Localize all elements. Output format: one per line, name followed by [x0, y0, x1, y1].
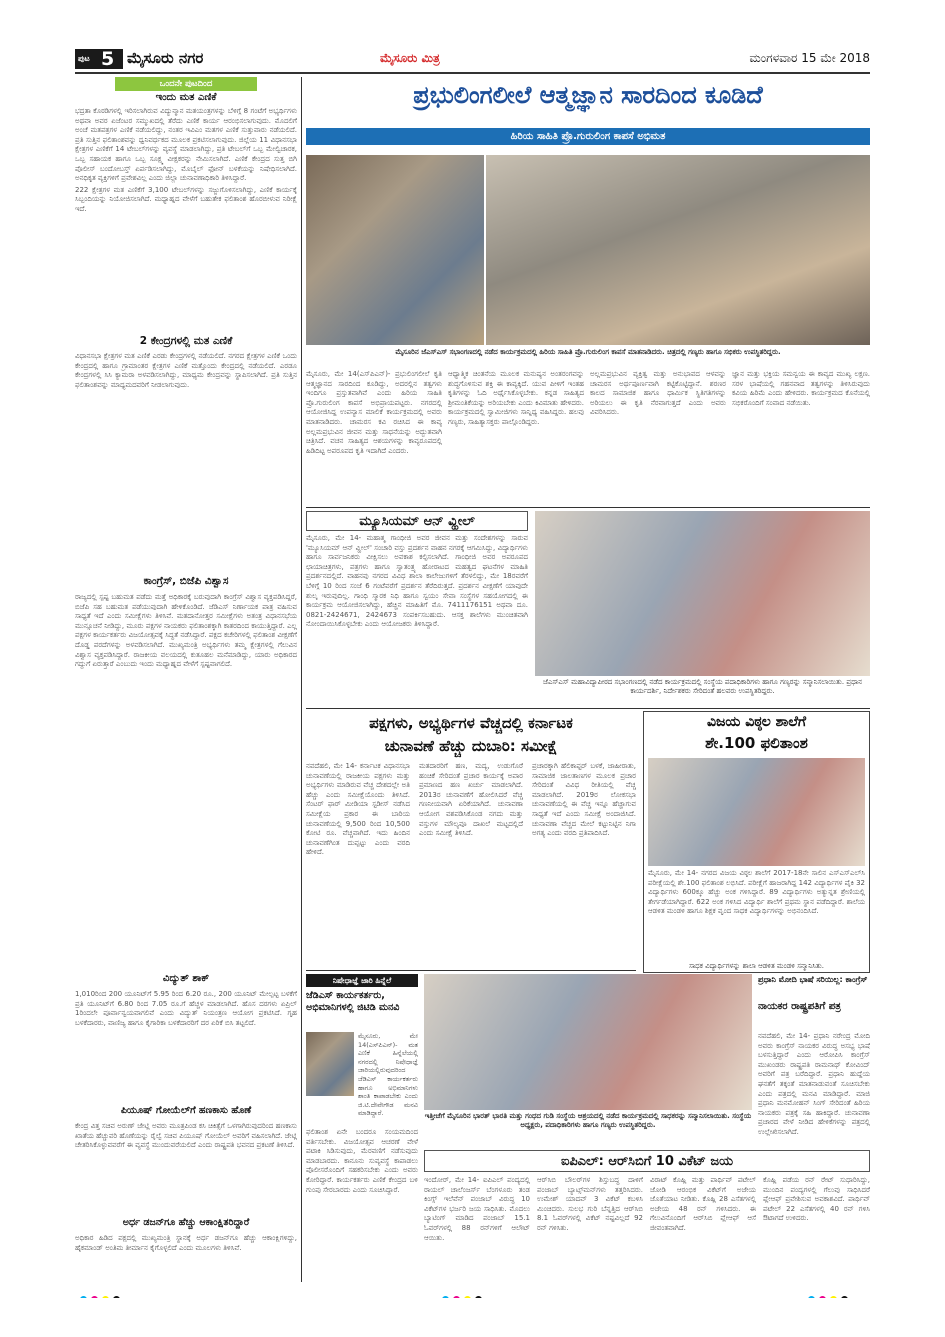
group-photo-caption: ಇತ್ತೀಚೆಗೆ ಮೈಸೂರಿನ ಭಾರತ್ ಭಾರತಿ ಮತ್ತು ಗಂಧದ ಗುಡಿ ಸಂಸ್ಥೆಯ ಆಶ್ರಯದಲ್ಲಿ ನಡೆದ ಕಾರ್ಯಕ್ರಮದಲ್ಲಿ ಸಾಧಕರನ್ನು ಸನ್ಮಾನಿಸಲಾಯಿತು. ಸಂಸ್ಥೆಯ ಅಧ್ಯಕ್ಷರು, ಪದಾಧಿಕಾರಿಗಳು ಹಾಗೂ ಗಣ್ಯರು ಉಪಸ್ಥಿತರಿದ್ದರು. — [424, 1112, 752, 1129]
museum-body: ಮೈಸೂರು, ಮೇ 14- ಮಹಾತ್ಮ ಗಾಂಧೀಜಿ ಅವರ ಜೀವನ ಮತ್ತು ಸಂದೇಶಗಳನ್ನು ಸಾರುವ 'ಮ್ಯೂಸಿಯಮ್ ಆನ್ ವ್ಹೀಲ್' ಸಂಚಾರಿ ವಸ್ತು ಪ್ರದರ್ಶನ ವಾಹನ ನಗರಕ್ಕೆ ಆಗಮಿಸಿದ್ದು, ವಿದ್ಯಾರ್ಥಿಗಳು ಹಾಗೂ ಸಾರ್ವಜನಿಕರು ವೀಕ್ಷಿಸಲು ಅವಕಾಶ ಕಲ್ಪಿಸಲಾಗಿದೆ. ಗಾಂಧೀಜಿ ಅವರ ಅಪರೂಪದ ಛಾಯಾಚಿತ್ರಗಳು, ಪತ್ರಗಳು ಹಾಗೂ ಸ್ವಾತಂತ್ರ್ಯ ಹೋರಾಟದ ಮಹತ್ವದ ಘಟನೆಗಳ ಮಾಹಿತಿ ಪ್ರದರ್ಶನದಲ್ಲಿದೆ. ವಾಹನವು ನಗರದ ವಿವಿಧ ಶಾಲಾ ಕಾಲೇಜುಗಳಿಗೆ ತೆರಳಲಿದ್ದು, ಮೇ 18ರವರೆಗೆ ಬೆಳಿಗ್ಗೆ 10 ರಿಂದ ಸಂಜೆ 6 ಗಂಟೆವರೆಗೆ ಪ್ರದರ್ಶನ ತೆರೆದಿರುತ್ತದೆ. ಪ್ರದರ್ಶನ ವೀಕ್ಷಣೆಗೆ ಯಾವುದೇ ಶುಲ್ಕ ಇರುವುದಿಲ್ಲ. ಗಾಂಧಿ ಸ್ಮಾರಕ ನಿಧಿ ಹಾಗೂ ಸ್ವಯಂ ಸೇವಾ ಸಂಸ್ಥೆಗಳ ಸಹಯೋಗದಲ್ಲಿ ಈ ಕಾರ್ಯಕ್ರಮ ಆಯೋಜಿಸಲಾಗಿದ್ದು, ಹೆಚ್ಚಿನ ಮಾಹಿತಿಗೆ ಮೊ. 7411176151 ಅಥವಾ ದೂ. 0821-2424671, 2424673 ಸಂಪರ್ಕಿಸಬಹುದು. ಆಸಕ್ತ ಶಾಲೆಗಳು ಮುಂಚಿತವಾಗಿ ನೋಂದಾಯಿಸಿಕೊಳ್ಳಬೇಕು ಎಂದು ಆಯೋಜಕರು ತಿಳಿಸಿದ್ದಾರೆ. — [306, 534, 528, 629]
ipl-headline: ಐಪಿಎಲ್: ಆರ್‌ಸಿಬಿಗೆ 10 ವಿಕೆಟ್ ಜಯ — [424, 1150, 870, 1172]
speaker-photo — [306, 155, 484, 345]
school-body: ಮೈಸೂರು, ಮೇ 14- ನಗರದ ವಿಜಯ ವಿಠ್ಠಲ ಶಾಲೆಗೆ 2017-18ನೇ ಸಾಲಿನ ಎಸ್‌ಎಸ್‌ಎಲ್‌ಸಿ ಪರೀಕ್ಷೆಯಲ್ಲಿ ಶೇ.100 ಫಲಿತಾಂಶ ಲಭಿಸಿದೆ. ಪರೀಕ್ಷೆಗೆ ಹಾಜರಾಗಿದ್ದ 142 ವಿದ್ಯಾರ್ಥಿಗಳ ಪೈಕಿ 32 ವಿದ್ಯಾರ್ಥಿಗಳು 600ಕ್ಕೂ ಹೆಚ್ಚು ಅಂಕ ಗಳಿಸಿದ್ದಾರೆ. 89 ವಿದ್ಯಾರ್ಥಿಗಳು ಅತ್ಯುನ್ನತ ಶ್ರೇಣಿಯಲ್ಲಿ ತೇರ್ಗಡೆಯಾಗಿದ್ದಾರೆ. 622 ಅಂಕ ಗಳಿಸಿದ ವಿದ್ಯಾರ್ಥಿ ಶಾಲೆಗೆ ಪ್ರಥಮ ಸ್ಥಾನ ಪಡೆದಿದ್ದಾರೆ. ಶಾಲೆಯ ಆಡಳಿತ ಮಂಡಳಿ ಹಾಗೂ ಶಿಕ್ಷಕ ವೃಂದ ಸಾಧಕ ವಿದ್ಯಾರ್ಥಿಗಳನ್ನು ಅಭಿನಂದಿಸಿದೆ. — [648, 869, 865, 916]
headline-aspirants: ಅರ್ಧ ಡಜನ್‌ಗೂ ಹೆಚ್ಚು ಆಕಾಂಕ್ಷಿತರಿದ್ದಾರೆ — [122, 1217, 250, 1228]
counting-text — [75, 107, 297, 333]
jds-body: ಮೈಸೂರು, ಮೇ 14(ಎಸ್‌ಪಿಎನ್)- ಮತ ಎಣಿಕೆ ಹಿನ್ನೆಲೆಯಲ್ಲಿ ನಗರದಲ್ಲಿ ನಿಷೇಧಾಜ್ಞೆ ಜಾರಿಯಲ್ಲಿರುವುದರಿಂದ ಜೆಡಿಎಸ್ ಕಾರ್ಯಕರ್ತರು ಹಾಗೂ ಅಭಿಮಾನಿಗಳು ಶಾಂತಿ ಕಾಪಾಡಬೇಕು ಎಂದು ಜಿ.ಟಿ.ದೇವೇಗೌಡ ಮನವಿ ಮಾಡಿದ್ದಾರೆ. — [358, 1032, 418, 1118]
school-caption: ಸಾಧಕ ವಿದ್ಯಾರ್ಥಿಗಳನ್ನು ಶಾಲಾ ಆಡಳಿತ ಮಂಡಳಿ ಸನ್ಮಾನಿಸಿತು. — [688, 962, 824, 970]
issue-date: ಮಂಗಳವಾರ 15 ಮೇ 2018 — [749, 51, 870, 65]
school-students-photo — [648, 758, 865, 866]
page-badge-icon — [75, 49, 123, 69]
museum-event-photo — [535, 511, 870, 676]
election-rule — [306, 970, 636, 971]
registration-dots-icon — [78, 1288, 138, 1298]
school-headline-line-1: ವಿಜಯ ವಿಠ್ಠಲ ಶಾಲೆಗೆ — [706, 714, 807, 730]
museum-headline: ಮ್ಯೂಸಿಯಮ್ ಆನ್ ವ್ಹೀಲ್ — [306, 511, 528, 531]
headline-power-shock: ವಿದ್ಯುತ್ ಶಾಕ್ — [162, 973, 210, 984]
lead-body-col-3: ಅಲ್ಲಮಪ್ರಭುವಿನ ವ್ಯಕ್ತಿತ್ವ ಮತ್ತು ಅನುಭಾವದ ಆಳವನ್ನು ಚಾಮರಸ ಅರ್ಥಪೂರ್ಣವಾಗಿ ಕಟ್ಟಿಕೊಟ್ಟಿದ್ದಾನೆ. ಶರಣರ ಕಾಲದ ಸಾಮಾಜಿಕ ಹಾಗೂ ಧಾರ್ಮಿಕ ಸ್ಥಿತಿಗತಿಗಳನ್ನು ಅರಿಯಲು ಈ ಕೃತಿ ನೆರವಾಗುತ್ತದೆ ಎಂದು ಅವರು ವಿವರಿಸಿದರು. — [590, 370, 726, 417]
election-body-col-1: ನವದೆಹಲಿ, ಮೇ 14- ಕರ್ನಾಟಕ ವಿಧಾನಸಭಾ ಚುನಾವಣೆಯಲ್ಲಿ ರಾಜಕೀಯ ಪಕ್ಷಗಳು ಮತ್ತು ಅಭ್ಯರ್ಥಿಗಳು ಮಾಡಿರುವ ವೆಚ್ಚ ದೇಶದಲ್ಲೇ ಅತಿ ಹೆಚ್ಚು ಎಂದು ಸಮೀಕ್ಷೆಯೊಂದು ತಿಳಿಸಿದೆ. ಸೆಂಟರ್ ಫಾರ್ ಮೀಡಿಯಾ ಸ್ಟಡೀಸ್ ನಡೆಸಿದ ಸಮೀಕ್ಷೆಯ ಪ್ರಕಾರ ಈ ಬಾರಿಯ ಚುನಾವಣೆಯಲ್ಲಿ 9,500 ರಿಂದ 10,500 ಕೋಟಿ ರೂ. ವೆಚ್ಚವಾಗಿದೆ. ಇದು ಹಿಂದಿನ ಚುನಾವಣೆಗಿಂತ ದುಪ್ಪಟ್ಟು ಎಂದು ವರದಿ ಹೇಳಿದೆ. — [306, 762, 410, 857]
jds-body-2: ಫಲಿತಾಂಶ ಏನೇ ಬಂದರೂ ಸಂಯಮದಿಂದ ವರ್ತಿಸಬೇಕು. ವಿಜಯೋತ್ಸವ ಆಚರಣೆ ವೇಳೆ ಪಟಾಕಿ ಸಿಡಿಸುವುದು, ಮೆರವಣಿಗೆ ನಡೆಸುವುದು ಮಾಡಬಾರದು. ಕಾನೂನು ಸುವ್ಯವಸ್ಥೆ ಕಾಪಾಡಲು ಪೊಲೀಸರೊಂದಿಗೆ ಸಹಕರಿಸಬೇಕು ಎಂದು ಅವರು ಕೋರಿದ್ದಾರೆ. ಕಾರ್ಯಕರ್ತರು ಎಣಿಕೆ ಕೇಂದ್ರದ ಬಳಿ ಗುಂಪು ಸೇರಬಾರದು ಎಂದು ಸೂಚಿಸಿದ್ದಾರೆ. — [306, 1128, 418, 1194]
section-title: ಮೈಸೂರು ನಗರ — [127, 49, 204, 67]
power-shock-text: 1,010ರಿಂದ 200 ಯೂನಿಟ್‌ಗೆ 5.95 ರಿಂದ 6.20 ರೂ., 200 ಯೂನಿಟ್ ಮೇಲ್ಪಟ್ಟ ಬಳಕೆಗೆ ಪ್ರತಿ ಯೂನಿಟ್‌ಗೆ 6.80 ರಿಂದ 7.05 ರೂ.ಗೆ ಹೆಚ್ಚಳ ಮಾಡಲಾಗಿದೆ. ಹೊಸ ದರಗಳು ಏಪ್ರಿಲ್ 1ರಿಂದಲೇ ಪೂರ್ವಾನ್ವಯವಾಗಲಿವೆ ಎಂದು ವಿದ್ಯುತ್ ನಿಯಂತ್ರಣ ಆಯೋಗ ಪ್ರಕಟಿಸಿದೆ. ಗೃಹ ಬಳಕೆದಾರರು, ವಾಣಿಜ್ಯ ಹಾಗೂ ಕೈಗಾರಿಕಾ ಬಳಕೆದಾರರಿಗೆ ದರ ಏರಿಕೆ ಬಿಸಿ ತಟ್ಟಲಿದೆ. — [75, 990, 297, 1027]
goyal-text: ಕೇಂದ್ರ ವಿತ್ತ ಸಚಿವ ಅರುಣ್ ಜೇಟ್ಲಿ ಅವರು ಮೂತ್ರಪಿಂಡ ಕಸಿ ಚಿಕಿತ್ಸೆಗೆ ಒಳಗಾಗಿರುವುದರಿಂದ ಹಣಕಾಸು ಖಾತೆಯ ಹೆಚ್ಚುವರಿ ಹೊಣೆಯನ್ನು ರೈಲ್ವೆ ಸಚಿವ ಪಿಯೂಷ್ ಗೋಯೆಲ್ ಅವರಿಗೆ ವಹಿಸಲಾಗಿದೆ. ಜೇಟ್ಲಿ ಚೇತರಿಸಿಕೊಳ್ಳುವವರೆಗೆ ಈ ವ್ಯವಸ್ಥೆ ಮುಂದುವರೆಯಲಿದೆ ಎಂದು ರಾಷ್ಟ್ರಪತಿ ಭವನದ ಪ್ರಕಟಣೆ ತಿಳಿಸಿದೆ. — [75, 1122, 297, 1150]
election-body-col-2: ಮತದಾರರಿಗೆ ಹಣ, ಮದ್ಯ, ಉಡುಗೊರೆ ಹಂಚಿಕೆ ಸೇರಿದಂತೆ ಪ್ರಚಾರ ಕಾರ್ಯಕ್ಕೆ ಅಪಾರ ಪ್ರಮಾಣದ ಹಣ ಖರ್ಚು ಮಾಡಲಾಗಿದೆ. 2013ರ ಚುನಾವಣೆಗೆ ಹೋಲಿಸಿದರೆ ವೆಚ್ಚ ಗಣನೀಯವಾಗಿ ಏರಿಕೆಯಾಗಿದೆ. ಚುನಾವಣಾ ಆಯೋಗ ವಶಪಡಿಸಿಕೊಂಡ ನಗದು ಮತ್ತು ವಸ್ತುಗಳ ಮೌಲ್ಯವೂ ದಾಖಲೆ ಮಟ್ಟದಲ್ಲಿದೆ ಎಂದು ಸಮೀಕ್ಷೆ ತಿಳಿಸಿದೆ. — [419, 762, 523, 838]
masthead — [75, 48, 870, 70]
paper-name: ಮೈಸೂರು ಮಿತ್ರ — [380, 51, 440, 65]
lead-body-col-1: ಮೈಸೂರು, ಮೇ 14(ಎಸ್‌ಪಿಎನ್)- ಪ್ರಭುಲಿಂಗಲೀಲೆ ಕೃತಿ ಆತ್ಮಜ್ಞಾನದ ಸಾರದಿಂದ ಕೂಡಿದ್ದು, ಅದರಲ್ಲಿನ ತತ್ವಗಳು ಇಂದಿಗೂ ಪ್ರಸ್ತುತವಾಗಿವೆ ಎಂದು ಹಿರಿಯ ಸಾಹಿತಿ ಪ್ರೊ.ಗುರುಲಿಂಗ ಕಾಪಸೆ ಅಭಿಪ್ರಾಯಪಟ್ಟರು. ನಗರದಲ್ಲಿ ಆಯೋಜಿಸಿದ್ದ ಉಪನ್ಯಾಸ ಮಾಲಿಕೆ ಕಾರ್ಯಕ್ರಮದಲ್ಲಿ ಅವರು ಮಾತನಾಡಿದರು. ಚಾಮರಸ ಕವಿ ರಚಿಸಿದ ಈ ಕಾವ್ಯ ಅಲ್ಲಮಪ್ರಭುವಿನ ಜೀವನ ಮತ್ತು ಸಾಧನೆಯನ್ನು ಅದ್ಭುತವಾಗಿ ಚಿತ್ರಿಸಿದೆ. ವಚನ ಸಾಹಿತ್ಯದ ಆಶಯಗಳನ್ನು ಕಾವ್ಯರೂಪದಲ್ಲಿ ಹಿಡಿದಿಟ್ಟ ಅಪರೂಪದ ಕೃತಿ ಇದಾಗಿದೆ ಎಂದರು. — [306, 370, 442, 455]
group-photo — [424, 974, 752, 1110]
jds-headline: ಜೆಡಿಎಸ್ ಕಾರ್ಯಕರ್ತರು, ಅಭಿಮಾನಿಗಳಲ್ಲಿ ಜಿಟಿಡಿ ಮನವಿ — [306, 990, 400, 1013]
election-body-col-3: ಪ್ರಚಾರಕ್ಕಾಗಿ ಹೆಲಿಕಾಪ್ಟರ್ ಬಳಕೆ, ಜಾಹೀರಾತು, ಸಾಮಾಜಿಕ ಜಾಲತಾಣಗಳ ಮೂಲಕ ಪ್ರಚಾರ ಸೇರಿದಂತೆ ವಿವಿಧ ರೀತಿಯಲ್ಲಿ ವೆಚ್ಚ ಮಾಡಲಾಗಿದೆ. 2019ರ ಲೋಕಸಭಾ ಚುನಾವಣೆಯಲ್ಲಿ ಈ ವೆಚ್ಚ ಇನ್ನೂ ಹೆಚ್ಚಾಗುವ ಸಾಧ್ಯತೆ ಇದೆ ಎಂದು ಸಮೀಕ್ಷೆ ಅಂದಾಜಿಸಿದೆ. ಚುನಾವಣಾ ವೆಚ್ಚದ ಮೇಲೆ ಕಟ್ಟುನಿಟ್ಟಿನ ನಿಗಾ ಅಗತ್ಯ ಎಂದು ವರದಿ ಪ್ರತಿಪಾದಿಸಿದೆ. — [532, 762, 636, 838]
two-centres-text: ವಿಧಾನಸಭಾ ಕ್ಷೇತ್ರಗಳ ಮತ ಎಣಿಕೆ ಎರಡು ಕೇಂದ್ರಗಳಲ್ಲಿ ನಡೆಯಲಿದೆ. ನಗರದ ಕ್ಷೇತ್ರಗಳ ಎಣಿಕೆ ಒಂದು ಕೇಂದ್ರದಲ್ಲಿ ಹಾಗೂ ಗ್ರಾಮಾಂತರ ಕ್ಷೇತ್ರಗಳ ಎಣಿಕೆ ಮತ್ತೊಂದು ಕೇಂದ್ರದಲ್ಲಿ ನಡೆಯಲಿದೆ. ಎರಡೂ ಕೇಂದ್ರಗಳಲ್ಲಿ ಸಿಸಿ ಕ್ಯಾಮರಾ ಅಳವಡಿಸಲಾಗಿದ್ದು, ಮಾಧ್ಯಮ ಕೇಂದ್ರವನ್ನು ಸ್ಥಾಪಿಸಲಾಗಿದೆ. ಪ್ರತಿ ಸುತ್ತಿನ ಫಲಿತಾಂಶವನ್ನು ಮಾಧ್ಯಮದವರಿಗೆ ನೀಡಲಾಗುವುದು. — [75, 352, 297, 389]
museum-caption: ಜೆಎಸ್‌ಎಸ್ ಮಹಾವಿದ್ಯಾಪೀಠದ ಸಭಾಂಗಣದಲ್ಲಿ ನಡೆದ ಕಾರ್ಯಕ್ರಮದಲ್ಲಿ ಸಂಸ್ಥೆಯ ಪದಾಧಿಕಾರಿಗಳು ಹಾಗೂ ಗಣ್ಯರನ್ನು ಸನ್ಮಾನಿಸಲಾಯಿತು. ಪ್ರಧಾನ ಕಾರ್ಯದರ್ಶಿ, ನಿರ್ದೇಶಕರು ಸೇರಿದಂತೆ ಹಲವರು ಉಪಸ್ಥಿತರಿದ್ದರು. — [542, 678, 863, 695]
counting-para-1: ಭದ್ರತಾ ಕೊಠಡಿಗಳಲ್ಲಿ ಇರಿಸಲಾಗಿರುವ ವಿದ್ಯುನ್ಮಾನ ಮತಯಂತ್ರಗಳನ್ನು ಬೆಳಿಗ್ಗೆ 8 ಗಂಟೆಗೆ ಅಭ್ಯರ್ಥಿಗಳು ಅಥವಾ ಅವರ ಏಜೆಂಟರ ಸಮ್ಮುಖದಲ್ಲಿ ತೆರೆದು ಎಣಿಕೆ ಕಾರ್ಯ ಆರಂಭಿಸಲಾಗುವುದು. ಮೊದಲಿಗೆ ಅಂಚೆ ಮತಪತ್ರಗಳ ಎಣಿಕೆ ನಡೆಯಲಿದ್ದು, ನಂತರ ಇವಿಎಂ ಮತಗಳ ಎಣಿಕೆ ಸುತ್ತುವಾರು ನಡೆಯಲಿದೆ. ಪ್ರತಿ ಸುತ್ತಿನ ಫಲಿತಾಂಶವನ್ನು ಧ್ವನಿವರ್ಧಕದ ಮೂಲಕ ಪ್ರಕಟಿಸಲಾಗುವುದು. ಜಿಲ್ಲೆಯ 11 ವಿಧಾನಸಭಾ ಕ್ಷೇತ್ರಗಳ ಎಣಿಕೆಗೆ 14 ಟೇಬಲ್‌ಗಳನ್ನು ವ್ಯವಸ್ಥೆ ಮಾಡಲಾಗಿದ್ದು, ಪ್ರತಿ ಟೇಬಲ್‌ಗೆ ಒಬ್ಬ ಮೇಲ್ವಿಚಾರಕ, ಒಬ್ಬ ಸಹಾಯಕ ಹಾಗೂ ಒಬ್ಬ ಸೂಕ್ಷ್ಮ ವೀಕ್ಷಕರನ್ನು ನೇಮಿಸಲಾಗಿದೆ. ಎಣಿಕೆ ಕೇಂದ್ರದ ಸುತ್ತ ಬಿಗಿ ಪೊಲೀಸ್ ಬಂದೋಬಸ್ತ್ ಏರ್ಪಡಿಸಲಾಗಿದ್ದು, ಮೊಬೈಲ್ ಫೋನ್ ಬಳಕೆಯನ್ನು ನಿಷೇಧಿಸಲಾಗಿದೆ. ಅನಧಿಕೃತ ವ್ಯಕ್ತಿಗಳಿಗೆ ಪ್ರವೇಶವಿಲ್ಲ ಎಂದು ಜಿಲ್ಲಾ ಚುನಾವಣಾಧಿಕಾರಿ ತಿಳಿಸಿದ್ದಾರೆ. — [75, 107, 297, 183]
ipl-body-col-2: ಆರ್‌ಸಿಬಿ ಬೌಲರ್‌ಗಳ ಶಿಸ್ತುಬದ್ಧ ದಾಳಿಗೆ ಪಂಜಾಬ್ ಬ್ಯಾಟ್ಸ್‌ಮನ್‌ಗಳು ತತ್ತರಿಸಿದರು. ಉಮೇಶ್ ಯಾದವ್ 3 ವಿಕೆಟ್ ಕಬಳಿಸಿ ಮಿಂಚಿದರು. ಸುಲಭ ಗುರಿ ಬೆನ್ನತ್ತಿದ ಆರ್‌ಸಿಬಿ 8.1 ಓವರ್‌ಗಳಲ್ಲಿ ವಿಕೆಟ್ ನಷ್ಟವಿಲ್ಲದೆ 92 ರನ್ ಗಳಿಸಿತು. — [537, 1176, 643, 1232]
masthead-rule — [75, 72, 870, 74]
jds-kicker: ನಿಷೇಧಾಜ್ಞೆ ಜಾರಿ ಹಿನ್ನೆಲೆ — [306, 974, 418, 987]
lead-body-col-4: ಜ್ಞಾನ ಮತ್ತು ಭಕ್ತಿಯ ಸಮನ್ವಯ ಈ ಕಾವ್ಯದ ಮುಖ್ಯ ಲಕ್ಷಣ. ಸರಳ ಭಾಷೆಯಲ್ಲಿ ಗಹನವಾದ ತತ್ವಗಳನ್ನು ತಿಳಿಸಿರುವುದು ಕವಿಯ ಹಿರಿಮೆ ಎಂದು ಹೇಳಿದರು. ಕಾರ್ಯಕ್ರಮದ ಕೊನೆಯಲ್ಲಿ ಸಭಿಕರೊಂದಿಗೆ ಸಂವಾದ ನಡೆಯಿತು. — [732, 370, 870, 407]
party-confidence-text: ರಾಜ್ಯದಲ್ಲಿ ಸ್ಪಷ್ಟ ಬಹುಮತ ಪಡೆದು ಮತ್ತೆ ಅಧಿಕಾರಕ್ಕೆ ಬರುವುದಾಗಿ ಕಾಂಗ್ರೆಸ್ ವಿಶ್ವಾಸ ವ್ಯಕ್ತಪಡಿಸಿದ್ದರೆ, ಬಿಜೆಪಿ ಸಹ ಬಹುಮತ ಪಡೆಯುವುದಾಗಿ ಹೇಳಿಕೊಂಡಿದೆ. ಜೆಡಿಎಸ್ ನಿರ್ಣಾಯಕ ಪಾತ್ರ ವಹಿಸುವ ಸಾಧ್ಯತೆ ಇದೆ ಎಂದು ಸಮೀಕ್ಷೆಗಳು ತಿಳಿಸಿವೆ. ಮತದಾನೋತ್ತರ ಸಮೀಕ್ಷೆಗಳು ಅತಂತ್ರ ವಿಧಾನಸಭೆಯ ಮುನ್ಸೂಚನೆ ನೀಡಿದ್ದು, ಮೂರು ಪಕ್ಷಗಳ ನಾಯಕರು ಫಲಿತಾಂಶಕ್ಕಾಗಿ ಕಾತರದಿಂದ ಕಾಯುತ್ತಿದ್ದಾರೆ. ಎಲ್ಲ ಪಕ್ಷಗಳ ಕಾರ್ಯಕರ್ತರು ವಿಜಯೋತ್ಸವಕ್ಕೆ ಸಿದ್ಧತೆ ನಡೆಸಿದ್ದಾರೆ. ಪಕ್ಷದ ಕಚೇರಿಗಳಲ್ಲಿ ಫಲಿತಾಂಶ ವೀಕ್ಷಣೆಗೆ ದೊಡ್ಡ ಪರದೆಗಳನ್ನು ಅಳವಡಿಸಲಾಗಿದೆ. ಮುಖ್ಯಮಂತ್ರಿ ಅಭ್ಯರ್ಥಿಗಳು ತಮ್ಮ ಕ್ಷೇತ್ರಗಳಲ್ಲಿ ಗೆಲುವಿನ ವಿಶ್ವಾಸ ವ್ಯಕ್ತಪಡಿಸಿದ್ದಾರೆ. ರಾಜಕೀಯ ವಲಯದಲ್ಲಿ ಕುತೂಹಲ ಮನೆಮಾಡಿದ್ದು, ಯಾರು ಅಧಿಕಾರದ ಗದ್ದುಗೆ ಏರುತ್ತಾರೆ ಎಂಬುದು ಇಂದು ಮಧ್ಯಾಹ್ನದ ವೇಳೆಗೆ ಸ್ಪಷ್ಟವಾಗಲಿದೆ. — [75, 593, 297, 669]
headline-goyal-finance: ಪಿಯೂಷ್ ಗೋಯೆಲ್‌ಗೆ ಹಣಕಾಸು ಹೊಣೆ — [120, 1105, 252, 1116]
left-column — [75, 77, 297, 1282]
lead-subheadline: ಹಿರಿಯ ಸಾಹಿತಿ ಪ್ರೊ.ಗುರುಲಿಂಗ ಕಾಪಸೆ ಅಭಿಮತ — [306, 128, 870, 145]
school-box — [643, 711, 870, 973]
gt-devegowda-photo — [306, 1032, 354, 1096]
page-number: 5 — [101, 49, 115, 69]
lead-photo-caption: ಮೈಸೂರಿನ ಜೆಎಸ್‌ಎಸ್ ಸಭಾಂಗಣದಲ್ಲಿ ನಡೆದ ಕಾರ್ಯಕ್ರಮದಲ್ಲಿ ಹಿರಿಯ ಸಾಹಿತಿ ಪ್ರೊ.ಗುರುಲಿಂಗ ಕಾಪಸೆ ಮಾತನಾಡಿದರು. ಚಿತ್ರದಲ್ಲಿ ಗಣ್ಯರು ಹಾಗೂ ಸಭಿಕರು ಉಪಸ್ಥಿತರಿದ್ದರು. — [395, 348, 781, 356]
modi-kicker: ಪ್ರಧಾನಿ ಮೋದಿ ಭಾಷೆ ಸರಿಯಿಲ್ಲ: ಕಾಂಗ್ರೆಸ್ — [758, 975, 868, 984]
audience-photo — [486, 155, 870, 345]
page-label: ಪುಟ — [78, 54, 90, 63]
registration-dots-icon — [806, 1288, 866, 1298]
lead-headline: ಪ್ರಭುಲಿಂಗಲೀಲೆ ಆತ್ಮಜ್ಞಾನ ಸಾರದಿಂದ ಕೂಡಿದೆ — [413, 81, 763, 109]
ipl-body-col-4: ಕೊಹ್ಲಿ ಪಡೆಯ ರನ್ ರೇಟ್ ಸುಧಾರಿಸಿದ್ದು, ಮುಂದಿನ ಪಂದ್ಯಗಳಲ್ಲಿ ಗೆಲುವು ಸಾಧಿಸಿದರೆ ಪ್ಲೇಆಫ್ ಪ್ರವೇಶಿಸುವ ಅವಕಾಶವಿದೆ. ಪಾರ್ಥಿವ್ ಪಟೇಲ್ 22 ಎಸೆತಗಳಲ್ಲಿ 40 ರನ್ ಗಳಿಸಿ ಔಟಾಗದೆ ಉಳಿದರು. — [763, 1176, 870, 1223]
counting-para-2: 222 ಕ್ಷೇತ್ರಗಳ ಮತ ಎಣಿಕೆಗೆ 3,100 ಟೇಬಲ್‌ಗಳನ್ನು ಸಜ್ಜುಗೊಳಿಸಲಾಗಿದ್ದು, ಎಣಿಕೆ ಕಾರ್ಯಕ್ಕೆ ಸಿಬ್ಬಂದಿಯನ್ನು ನಿಯೋಜಿಸಲಾಗಿದೆ. ಮಧ್ಯಾಹ್ನದ ವೇಳೆಗೆ ಬಹುತೇಕ ಫಲಿತಾಂಶ ಹೊರಬೀಳುವ ನಿರೀಕ್ಷೆ ಇದೆ. — [75, 185, 297, 213]
election-headline-line-1: ಪಕ್ಷಗಳು, ಅಭ್ಯರ್ಥಿಗಳ ವೆಚ್ಚದಲ್ಲಿ ಕರ್ನಾಟಕ — [369, 714, 573, 732]
registration-dots-icon — [440, 1288, 500, 1298]
lead-body-col-2: ಆಧ್ಯಾತ್ಮಿಕ ಚಿಂತನೆಯ ಮೂಲಕ ಮನುಷ್ಯನ ಅಂತರಂಗವನ್ನು ಶುದ್ಧಗೊಳಿಸುವ ಶಕ್ತಿ ಈ ಕಾವ್ಯಕ್ಕಿದೆ. ಯುವ ಪೀಳಿಗೆ ಇಂತಹ ಕೃತಿಗಳನ್ನು ಓದಿ ಅರ್ಥೈಸಿಕೊಳ್ಳಬೇಕು. ಕನ್ನಡ ಸಾಹಿತ್ಯದ ಶ್ರೀಮಂತಿಕೆಯನ್ನು ಅರಿಯಬೇಕು ಎಂದು ಕಿವಿಮಾತು ಹೇಳಿದರು. ಕಾರ್ಯಕ್ರಮದಲ್ಲಿ ಸ್ವಾಮೀಜಿಗಳು ಸಾನ್ನಿಧ್ಯ ವಹಿಸಿದ್ದರು. ಹಲವು ಗಣ್ಯರು, ಸಾಹಿತ್ಯಾಸಕ್ತರು ಪಾಲ್ಗೊಂಡಿದ್ದರು. — [448, 370, 584, 426]
headline-party-confidence: ಕಾಂಗ್ರೆಸ್, ಬಿಜೆಪಿ ವಿಶ್ವಾಸ — [143, 575, 229, 587]
election-headline-line-2: ಚುನಾವಣೆ ಹೆಚ್ಚು ದುಬಾರಿ: ಸಮೀಕ್ಷೆ — [384, 737, 558, 755]
aspirants-text: ಅಧಿಕಾರ ಹಿಡಿದ ಪಕ್ಷದಲ್ಲಿ ಮುಖ್ಯಮಂತ್ರಿ ಸ್ಥಾನಕ್ಕೆ ಅರ್ಧ ಡಜನ್‌ಗೂ ಹೆಚ್ಚು ಆಕಾಂಕ್ಷಿಗಳಿದ್ದು, ಹೈಕಮಾಂಡ್ ಅಂತಿಮ ತೀರ್ಮಾನ ಕೈಗೊಳ್ಳಲಿದೆ ಎಂದು ಮೂಲಗಳು ತಿಳಿಸಿವೆ. — [75, 1234, 297, 1252]
ipl-body-col-1: ಇಂದೋರ್, ಮೇ 14- ಐಪಿಎಲ್ ಪಂದ್ಯದಲ್ಲಿ ರಾಯಲ್ ಚಾಲೆಂಜರ್ಸ್ ಬೆಂಗಳೂರು ತಂಡ ಕಿಂಗ್ಸ್ ಇಲೆವೆನ್ ಪಂಜಾಬ್ ವಿರುದ್ಧ 10 ವಿಕೆಟ್‌ಗಳ ಭರ್ಜರಿ ಜಯ ಸಾಧಿಸಿತು. ಮೊದಲು ಬ್ಯಾಟಿಂಗ್ ಮಾಡಿದ ಪಂಜಾಬ್ 15.1 ಓವರ್‌ಗಳಲ್ಲಿ 88 ರನ್‌ಗಳಿಗೆ ಆಲೌಟ್ ಆಯಿತು. — [424, 1176, 530, 1242]
museum-rule — [306, 708, 870, 709]
modi-headline: ನಾಯಕರ ರಾಷ್ಟ್ರಪತಿಗೆ ಪತ್ರ — [758, 1001, 841, 1012]
ipl-body-col-3: ವಿರಾಟ್ ಕೊಹ್ಲಿ ಮತ್ತು ಪಾರ್ಥಿವ್ ಪಟೇಲ್ ಜೋಡಿ ಆರಂಭಿಕ ವಿಕೆಟ್‌ಗೆ ಅಜೇಯ ಜೊತೆಯಾಟ ನೀಡಿತು. ಕೊಹ್ಲಿ 28 ಎಸೆತಗಳಲ್ಲಿ ಅಜೇಯ 48 ರನ್ ಗಳಿಸಿದರು. ಈ ಗೆಲುವಿನೊಂದಿಗೆ ಆರ್‌ಸಿಬಿ ಪ್ಲೇಆಫ್ ಆಸೆ ಜೀವಂತವಾಗಿದೆ. — [650, 1176, 756, 1232]
lead-rule — [306, 507, 870, 508]
kicker-from-page-one: ಒಂದನೇ ಪುಟದಿಂದ — [115, 77, 257, 91]
school-headline-line-2: ಶೇ.100 ಫಲಿತಾಂಶ — [705, 734, 808, 752]
headline-counting-today: ಇಂದು ಮತ ಎಣಿಕೆ — [155, 92, 217, 103]
left-column-divider — [301, 77, 302, 1282]
modi-body: ನವದೆಹಲಿ, ಮೇ 14- ಪ್ರಧಾನಿ ನರೇಂದ್ರ ಮೋದಿ ಅವರು ಕಾಂಗ್ರೆಸ್ ನಾಯಕರ ವಿರುದ್ಧ ಅಸಭ್ಯ ಭಾಷೆ ಬಳಸುತ್ತಿದ್ದಾರೆ ಎಂದು ಆರೋಪಿಸಿ ಕಾಂಗ್ರೆಸ್ ಮುಖಂಡರು ರಾಷ್ಟ್ರಪತಿ ರಾಮನಾಥ್ ಕೋವಿಂದ್ ಅವರಿಗೆ ಪತ್ರ ಬರೆದಿದ್ದಾರೆ. ಪ್ರಧಾನಿ ಹುದ್ದೆಯ ಘನತೆಗೆ ತಕ್ಕಂತೆ ಮಾತನಾಡುವಂತೆ ಸೂಚಿಸಬೇಕು ಎಂದು ಪತ್ರದಲ್ಲಿ ಮನವಿ ಮಾಡಿದ್ದಾರೆ. ಮಾಜಿ ಪ್ರಧಾನಿ ಮನಮೋಹನ್ ಸಿಂಗ್ ಸೇರಿದಂತೆ ಹಿರಿಯ ನಾಯಕರು ಪತ್ರಕ್ಕೆ ಸಹಿ ಹಾಕಿದ್ದಾರೆ. ಚುನಾವಣಾ ಪ್ರಚಾರದ ವೇಳೆ ನೀಡಿದ ಹೇಳಿಕೆಗಳನ್ನು ಪತ್ರದಲ್ಲಿ ಉಲ್ಲೇಖಿಸಲಾಗಿದೆ. — [758, 1032, 870, 1136]
headline-two-centres: 2 ಕೇಂದ್ರಗಳಲ್ಲಿ ಮತ ಎಣಿಕೆ — [139, 335, 233, 347]
